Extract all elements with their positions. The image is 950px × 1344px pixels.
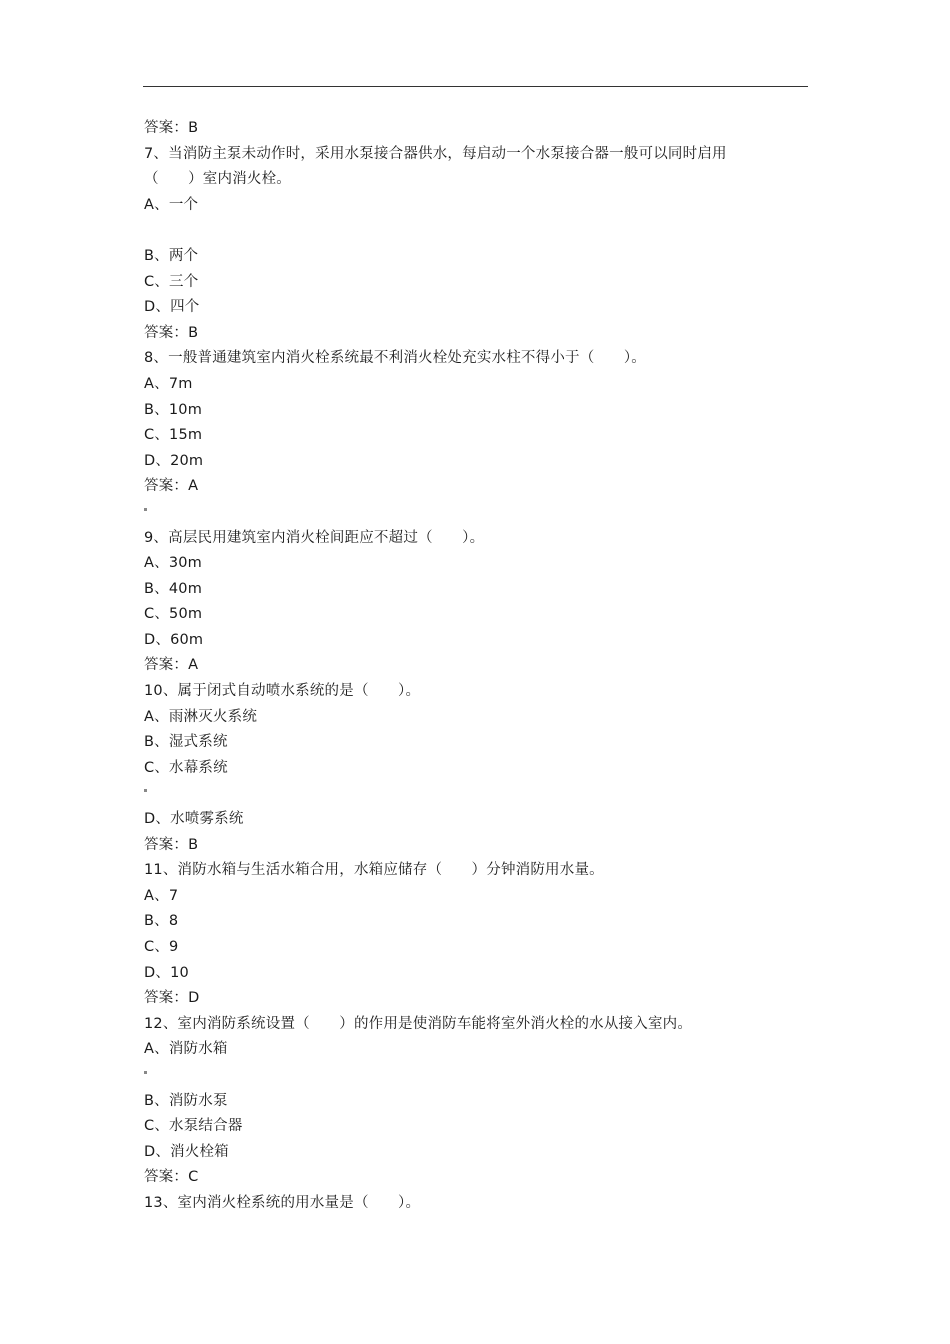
stray-mark bbox=[144, 1071, 147, 1074]
option-7d: D、四个 bbox=[144, 299, 200, 316]
answer-6: 答案：B bbox=[144, 120, 199, 136]
blank-line bbox=[144, 781, 812, 807]
option-11b: B、8 bbox=[144, 913, 179, 930]
option-12c: C、水泵结合器 bbox=[144, 1118, 243, 1135]
option-8c: C、15m bbox=[144, 427, 203, 444]
stray-mark bbox=[144, 508, 147, 511]
option-12b: B、消防水泵 bbox=[144, 1092, 228, 1109]
header-rule bbox=[143, 86, 808, 87]
document-body bbox=[144, 116, 812, 1217]
option-9d: D、60m bbox=[144, 631, 204, 648]
answer-12: 答案：C bbox=[144, 1169, 199, 1186]
blank-line bbox=[144, 1063, 812, 1089]
question-12: 12、室内消防系统设置（ ）的作用是使消防车能将室外消火栓的水从接入室内。 bbox=[144, 1015, 693, 1032]
answer-7: 答案：B bbox=[144, 324, 199, 341]
answer-8: 答案：A bbox=[144, 478, 199, 495]
option-8a: A、7m bbox=[144, 375, 193, 392]
question-9: 9、高层民用建筑室内消火栓间距应不超过（ ）。 bbox=[144, 529, 485, 546]
question-11: 11、消防水箱与生活水箱合用，水箱应储存（ ）分钟消防用水量。 bbox=[144, 862, 604, 879]
blank-line bbox=[144, 500, 812, 526]
option-7a: A、一个 bbox=[144, 196, 199, 213]
option-7b: B、两个 bbox=[144, 247, 199, 264]
option-10a: A、雨淋灭火系统 bbox=[144, 708, 258, 725]
option-9b: B、40m bbox=[144, 580, 203, 597]
question-13: 13、室内消火栓系统的用水量是（ ）。 bbox=[144, 1194, 421, 1211]
option-7c: C、三个 bbox=[144, 273, 199, 290]
question-10: 10、属于闭式自动喷水系统的是（ ）。 bbox=[144, 683, 421, 700]
option-8d: D、20m bbox=[144, 452, 204, 469]
option-10b: B、湿式系统 bbox=[144, 734, 228, 751]
option-12a: A、消防水箱 bbox=[144, 1041, 228, 1058]
option-11a: A、7 bbox=[144, 887, 179, 904]
option-9a: A、30m bbox=[144, 555, 202, 572]
answer-11: 答案：D bbox=[144, 990, 200, 1007]
option-8b: B、10m bbox=[144, 401, 203, 418]
question-7-cont: （ ）室内消火栓。 bbox=[144, 171, 291, 188]
stray-mark bbox=[144, 789, 147, 792]
option-10c: C、水幕系统 bbox=[144, 759, 228, 776]
option-11d: D、10 bbox=[144, 964, 189, 981]
blank-line bbox=[144, 218, 812, 244]
option-11c: C、9 bbox=[144, 939, 179, 955]
option-12d: D、消火栓箱 bbox=[144, 1143, 229, 1160]
option-10d: D、水喷雾系统 bbox=[144, 811, 244, 828]
answer-9: 答案：A bbox=[144, 657, 199, 674]
question-8: 8、一般普通建筑室内消火栓系统最不利消火栓处充实水柱不得小于（ ）。 bbox=[144, 350, 646, 367]
answer-10: 答案：B bbox=[144, 836, 199, 853]
option-9c: C、50m bbox=[144, 606, 203, 623]
question-7: 7、当消防主泵未动作时，采用水泵接合器供水，每启动一个水泵接合器一般可以同时启用 bbox=[144, 145, 727, 162]
